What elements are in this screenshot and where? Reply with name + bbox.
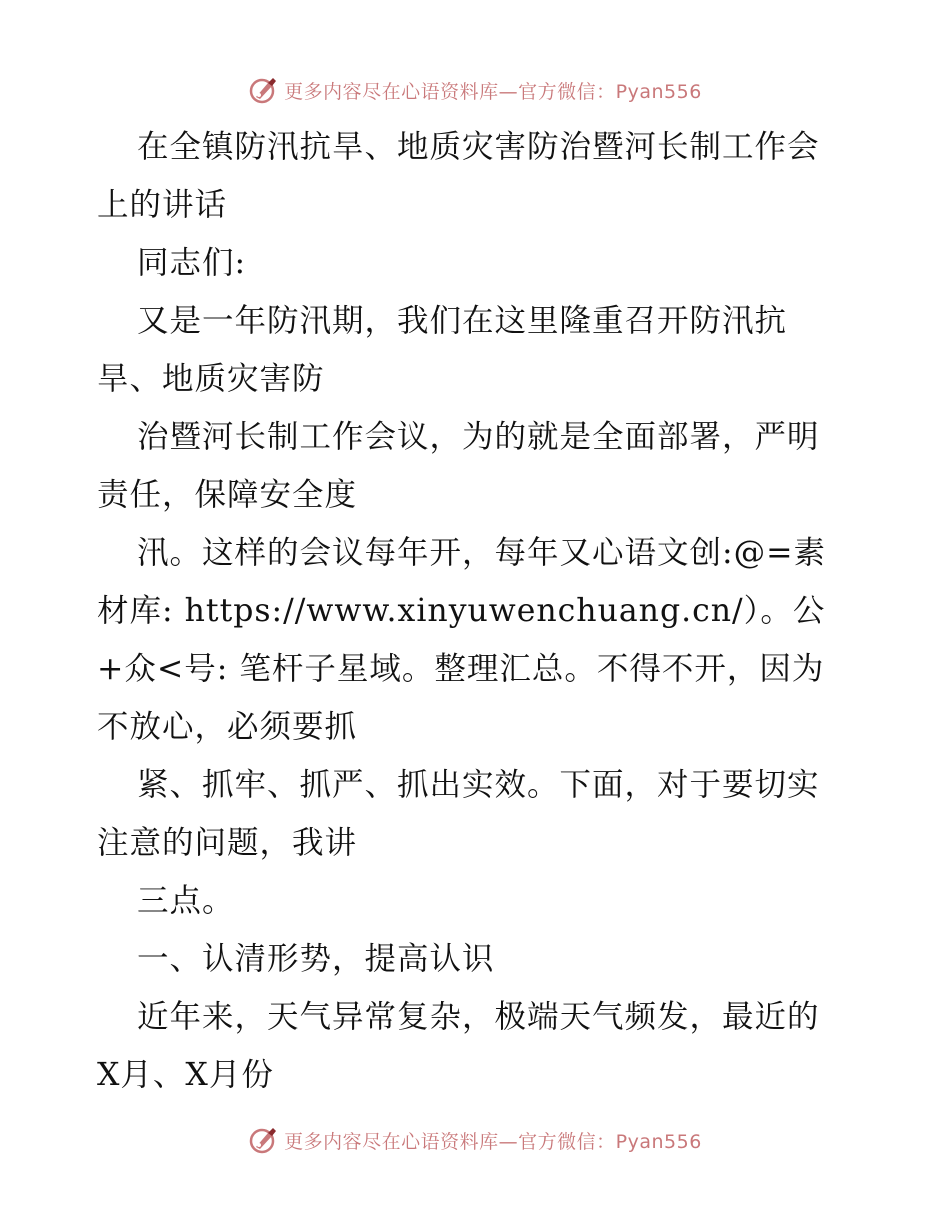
text-line: X月、X月份 bbox=[97, 1057, 274, 1093]
header-banner bbox=[0, 68, 950, 112]
text-line: 在全镇防汛抗旱、地质灾害防治暨河长制工作会 bbox=[137, 129, 820, 165]
text-line: 紧、抓牢、抓严、抓出实效。下面，对于要切实 bbox=[137, 767, 820, 803]
footer-banner-text: 更多内容尽在心语资料库—官方微信：Pyan556 bbox=[284, 1130, 702, 1153]
header-banner-text: 更多内容尽在心语资料库—官方微信：Pyan556 bbox=[284, 80, 702, 103]
text-line: 近年来，天气异常复杂，极端天气频发，最近的 bbox=[137, 999, 820, 1035]
text-line: 又是一年防汛期，我们在这里隆重召开防汛抗 bbox=[137, 303, 788, 339]
text-line: 材库: https://www.xinyuwenchuang.cn/）。公 bbox=[97, 593, 826, 629]
text-line: 治暨河长制工作会议，为的就是全面部署，严明 bbox=[137, 419, 820, 455]
text-line: 旱、地质灾害防 bbox=[97, 361, 325, 397]
pen-logo-icon bbox=[248, 75, 278, 105]
text-line: 责任，保障安全度 bbox=[97, 477, 358, 513]
text-line: +众<号: 笔杆子星域。整理汇总。不得不开，因为 bbox=[97, 651, 825, 687]
footer-banner bbox=[0, 1118, 950, 1162]
pen-logo-icon bbox=[248, 1125, 278, 1155]
text-line: 汛。这样的会议每年开，每年又心语文创:@=素 bbox=[137, 535, 827, 571]
text-line: 三点。 bbox=[137, 883, 235, 919]
text-line: 一、认清形势，提高认识 bbox=[137, 941, 495, 977]
text-line: 不放心，必须要抓 bbox=[97, 709, 358, 745]
text-line: 上的讲话 bbox=[97, 187, 228, 223]
text-line: 同志们: bbox=[137, 245, 247, 281]
text-line: 注意的问题，我讲 bbox=[97, 825, 358, 861]
document-body bbox=[97, 118, 857, 1104]
